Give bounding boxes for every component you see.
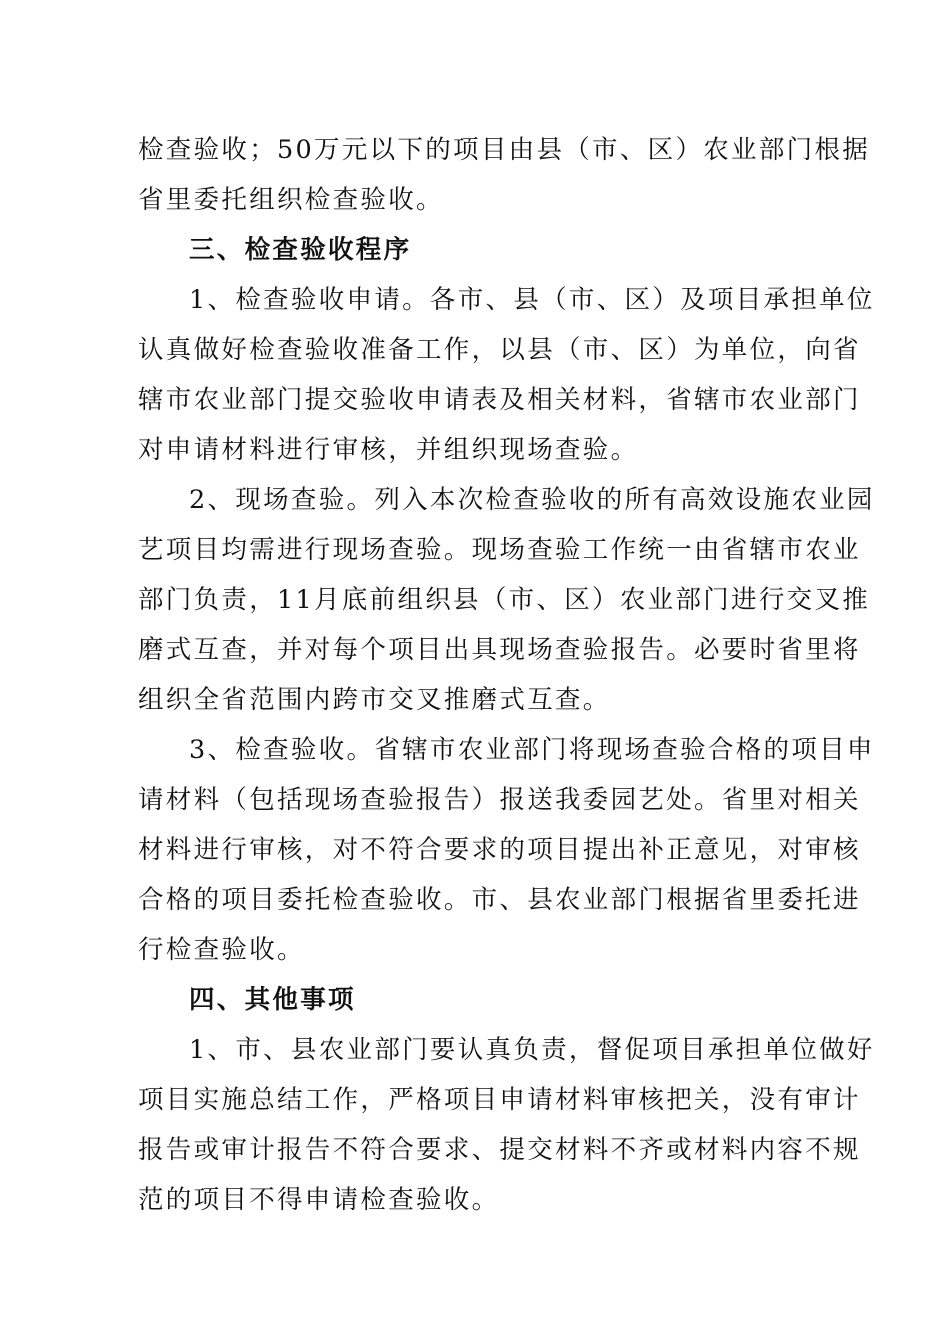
- paragraph-line: 组织全省范围内跨市交叉推磨式互查。: [138, 685, 611, 715]
- paragraph-line: 3、检查验收。省辖市农业部门将现场查验合格的项目申: [189, 735, 875, 765]
- paragraph-line: 报告或审计报告不符合要求、提交材料不齐或材料内容不规: [138, 1135, 861, 1165]
- paragraph-line: 材料进行审核，对不符合要求的项目提出补正意见，对审核: [138, 835, 861, 865]
- paragraph-line: 请材料（包括现场查验报告）报送我委园艺处。省里对相关: [138, 785, 861, 815]
- section-heading-other-matters: 四、其他事项: [189, 985, 356, 1015]
- paragraph-line: 合格的项目委托检查验收。市、县农业部门根据省里委托进: [138, 885, 861, 915]
- paragraph-line: 艺项目均需进行现场查验。现场查验工作统一由省辖市农业: [138, 535, 861, 565]
- paragraph-line: 2、现场查验。列入本次检查验收的所有高效设施农业园: [189, 485, 875, 515]
- paragraph-line: 范的项目不得申请检查验收。: [138, 1185, 500, 1215]
- paragraph-line: 辖市农业部门提交验收申请表及相关材料，省辖市农业部门: [138, 385, 861, 415]
- paragraph-line: 磨式互查，并对每个项目出具现场查验报告。必要时省里将: [138, 635, 861, 665]
- paragraph-line: 部门负责，11月底前组织县（市、区）农业部门进行交叉推: [138, 585, 871, 615]
- paragraph-line: 行检查验收。: [138, 935, 305, 965]
- paragraph-line: 省里委托组织检查验收。: [138, 185, 444, 215]
- paragraph-line: 对申请材料进行审核，并组织现场查验。: [138, 435, 639, 465]
- paragraph-line: 项目实施总结工作，严格项目申请材料审核把关，没有审计: [138, 1085, 861, 1115]
- paragraph-line: 1、市、县农业部门要认真负责，督促项目承担单位做好: [189, 1035, 875, 1065]
- paragraph-line: 1、检查验收申请。各市、县（市、区）及项目承担单位: [189, 285, 875, 315]
- section-heading-procedure: 三、检查验收程序: [189, 235, 412, 265]
- paragraph-line: 认真做好检查验收准备工作，以县（市、区）为单位，向省: [138, 335, 861, 365]
- paragraph-line: 检查验收；50万元以下的项目由县（市、区）农业部门根据: [138, 135, 871, 165]
